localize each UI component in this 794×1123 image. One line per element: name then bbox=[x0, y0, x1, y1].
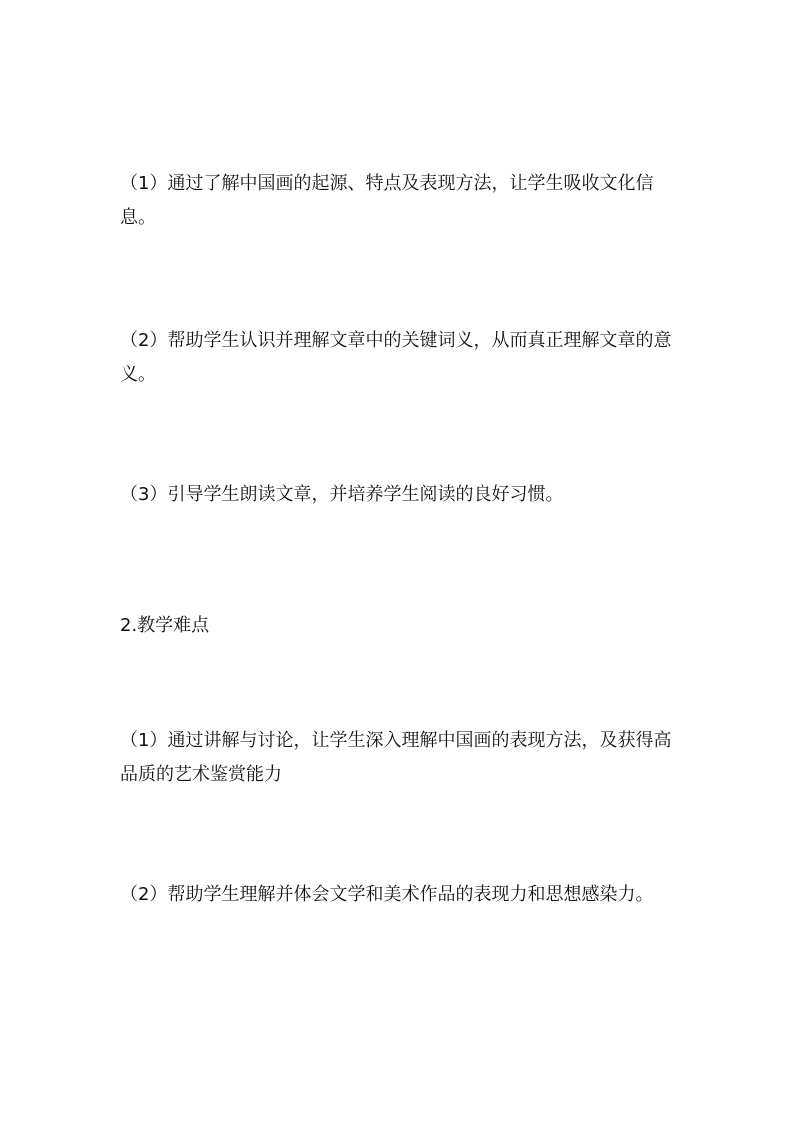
difficulty-paragraph-1: （1）通过讲解与讨论，让学生深入理解中国画的表现方法，及获得高品质的艺术鉴赏能力 bbox=[120, 730, 672, 785]
objective-paragraph-2: （2）帮助学生认识并理解文章中的关键词义，从而真正理解文章的意义。 bbox=[120, 330, 672, 385]
objective-paragraph-1: （1）通过了解中国画的起源、特点及表现方法，让学生吸收文化信息。 bbox=[120, 173, 654, 228]
section-heading-difficulties: 2.教学难点 bbox=[120, 615, 210, 636]
difficulty-paragraph-2: （2）帮助学生理解并体会文学和美术作品的表现力和思想感染力。 bbox=[120, 884, 654, 905]
objective-paragraph-3: （3）引导学生朗读文章，并培养学生阅读的良好习惯。 bbox=[120, 484, 564, 505]
